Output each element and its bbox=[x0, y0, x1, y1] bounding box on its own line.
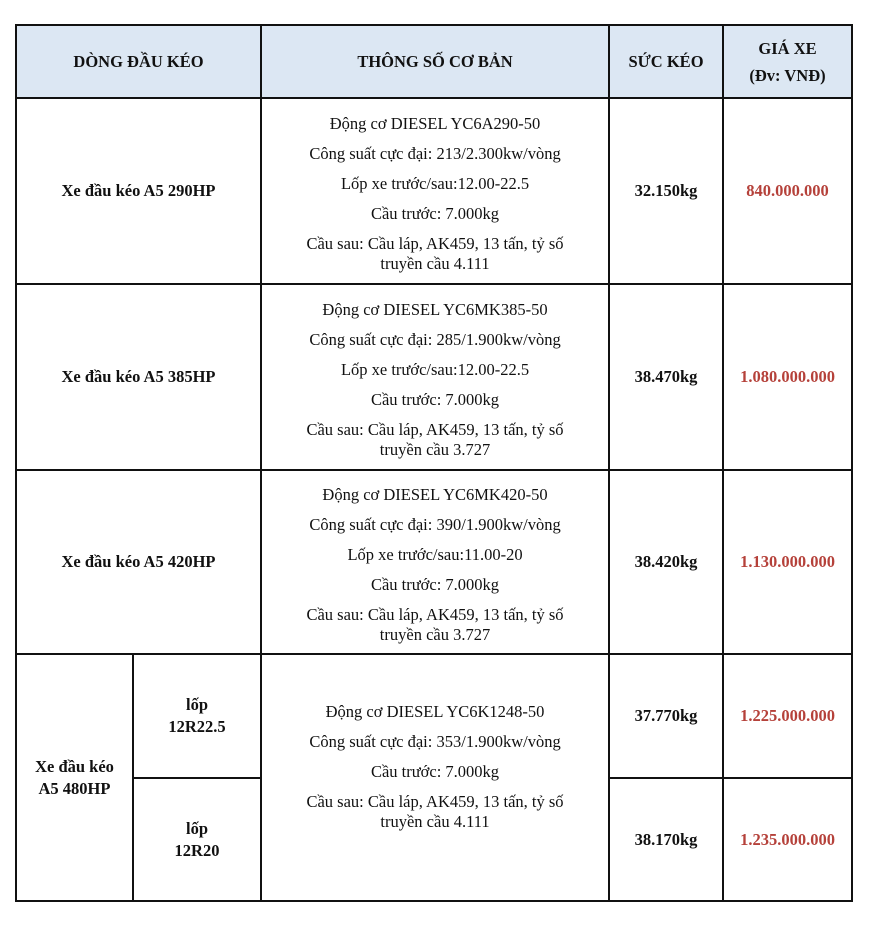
spec-rear-axle bbox=[262, 787, 608, 832]
header-model: DÒNG ĐẦU KÉO bbox=[16, 25, 261, 98]
pulling-capacity-cell: 38.420kg bbox=[609, 470, 723, 654]
spec-rear-axle bbox=[262, 415, 608, 460]
spec-rear-axle-line2: truyền cầu 3.727 bbox=[379, 439, 491, 459]
truck-price-table bbox=[15, 24, 853, 902]
spec-rear-axle bbox=[262, 600, 608, 645]
model-cell bbox=[16, 654, 133, 901]
spec-rear-axle-line2: truyền cầu 3.727 bbox=[379, 624, 491, 644]
table-row bbox=[16, 654, 852, 778]
specs-cell bbox=[261, 470, 609, 654]
spec-front-axle: Cầu trước: 7.000kg bbox=[370, 574, 500, 594]
tire-variant-cell bbox=[133, 654, 261, 778]
model-line2: A5 480HP bbox=[38, 778, 111, 798]
spec-engine: Động cơ DIESEL YC6MK385-50 bbox=[322, 299, 548, 319]
spec-front-axle: Cầu trước: 7.000kg bbox=[370, 389, 500, 409]
tire-variant-line2: 12R20 bbox=[174, 840, 220, 860]
spec-rear-axle-line1: Cầu sau: Cầu láp, AK459, 13 tấn, tỷ số bbox=[306, 792, 564, 811]
spec-engine: Động cơ DIESEL YC6A290-50 bbox=[329, 113, 541, 133]
spec-tires: Lốp xe trước/sau:11.00-20 bbox=[347, 544, 523, 564]
spec-engine: Động cơ DIESEL YC6MK420-50 bbox=[322, 484, 548, 504]
header-price bbox=[723, 25, 852, 98]
specs-cell bbox=[261, 98, 609, 284]
spec-rear-axle-line2: truyền cầu 4.111 bbox=[380, 812, 490, 831]
header-price-line1: GIÁ XE bbox=[758, 38, 817, 58]
price-cell: 1.225.000.000 bbox=[723, 654, 852, 778]
spec-max-power: Công suất cực đại: 213/2.300kw/vòng bbox=[309, 143, 561, 163]
spec-rear-axle-line1: Cầu sau: Cầu láp, AK459, 13 tấn, tỷ số bbox=[306, 419, 564, 439]
header-pulling-capacity: SỨC KÉO bbox=[609, 25, 723, 98]
model-cell: Xe đầu kéo A5 420HP bbox=[16, 470, 261, 654]
table-row bbox=[16, 284, 852, 470]
price-cell: 1.130.000.000 bbox=[723, 470, 852, 654]
pulling-capacity-cell: 32.150kg bbox=[609, 98, 723, 284]
specs-cell bbox=[261, 654, 609, 901]
specs-cell bbox=[261, 284, 609, 470]
price-cell: 1.235.000.000 bbox=[723, 778, 852, 901]
tire-variant-line2: 12R22.5 bbox=[168, 717, 226, 736]
model-line1: Xe đầu kéo bbox=[35, 756, 114, 776]
price-cell: 840.000.000 bbox=[723, 98, 852, 284]
table-row bbox=[16, 98, 852, 284]
spec-rear-axle bbox=[262, 229, 608, 274]
spec-front-axle: Cầu trước: 7.000kg bbox=[370, 203, 500, 223]
spec-engine: Động cơ DIESEL YC6K1248-50 bbox=[325, 702, 545, 721]
spec-max-power: Công suất cực đại: 285/1.900kw/vòng bbox=[309, 329, 561, 349]
spec-rear-axle-line1: Cầu sau: Cầu láp, AK459, 13 tấn, tỷ số bbox=[306, 604, 564, 624]
spec-tires: Lốp xe trước/sau:12.00-22.5 bbox=[340, 173, 530, 193]
header-row bbox=[16, 25, 852, 98]
header-price-line2: (Đv: VNĐ) bbox=[749, 65, 826, 85]
price-cell: 1.080.000.000 bbox=[723, 284, 852, 470]
pulling-capacity-cell: 37.770kg bbox=[609, 654, 723, 778]
table-row bbox=[16, 470, 852, 654]
tire-variant-cell bbox=[133, 778, 261, 901]
pulling-capacity-cell: 38.170kg bbox=[609, 778, 723, 901]
spec-rear-axle-line1: Cầu sau: Cầu láp, AK459, 13 tấn, tỷ số bbox=[306, 233, 564, 253]
tire-variant-line1: lốp bbox=[186, 695, 209, 714]
spec-max-power: Công suất cực đại: 390/1.900kw/vòng bbox=[309, 514, 561, 534]
spec-max-power: Công suất cực đại: 353/1.900kw/vòng bbox=[309, 732, 561, 751]
model-cell: Xe đầu kéo A5 385HP bbox=[16, 284, 261, 470]
spec-tires: Lốp xe trước/sau:12.00-22.5 bbox=[340, 359, 530, 379]
model-cell: Xe đầu kéo A5 290HP bbox=[16, 98, 261, 284]
spec-front-axle: Cầu trước: 7.000kg bbox=[370, 762, 500, 781]
tire-variant-line1: lốp bbox=[186, 818, 209, 838]
spec-rear-axle-line2: truyền cầu 4.111 bbox=[380, 253, 490, 273]
pulling-capacity-cell: 38.470kg bbox=[609, 284, 723, 470]
header-specs: THÔNG SỐ CƠ BẢN bbox=[261, 25, 609, 98]
